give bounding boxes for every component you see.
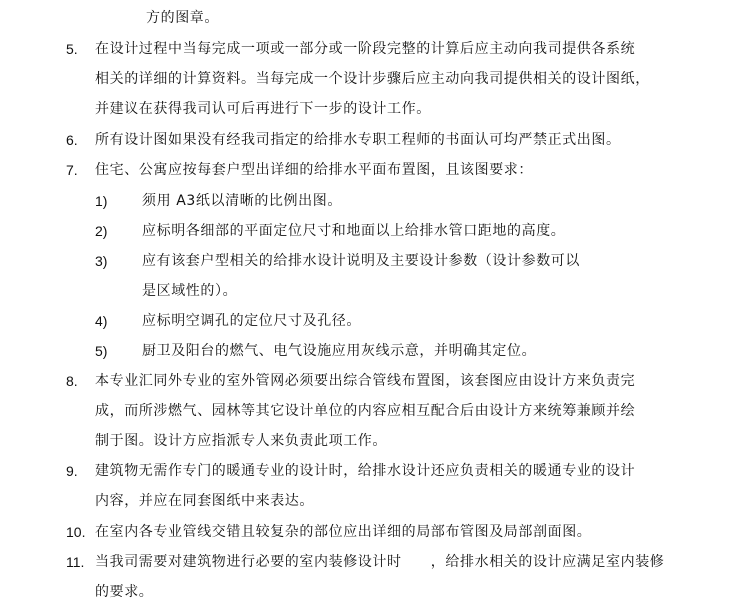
sub-item-text: 厨卫及阳台的燃气、电气设施应用灰线示意，并明确其定位。 — [142, 343, 537, 359]
sub-item-number: 5) — [95, 343, 108, 359]
item-text: 在室内各专业管线交错且较复杂的部位应出详细的局部布管图及局部剖面图。 — [95, 524, 592, 540]
item-number: 9. — [66, 463, 78, 479]
sub-item-number: 1) — [95, 193, 108, 209]
item-text: 成，而所涉燃气、园林等其它设计单位的内容应相互配合后由设计方来统筹兼顾并绘 — [95, 403, 636, 419]
sub-item-number: 2) — [95, 223, 108, 239]
item-number: 7. — [66, 162, 78, 178]
item-number: 8. — [66, 373, 78, 389]
item-number: 5. — [66, 41, 78, 57]
item-text: 并建议在获得我司认可后再进行下一步的设计工作。 — [95, 101, 431, 117]
sub-item-text: 应有该套户型相关的给排水设计说明及主要设计参数（设计参数可以 — [142, 253, 580, 269]
item-text: 制于图。设计方应指派专人来负责此项工作。 — [95, 433, 387, 449]
item-text: 本专业汇同外专业的室外管网必须要出综合管线布置图，该套图应由设计方来负责完 — [95, 373, 636, 389]
item-text: 内容，并应在同套图纸中来表达。 — [95, 493, 314, 509]
sub-item-number: 4) — [95, 313, 108, 329]
item-number: 6. — [66, 132, 78, 148]
sub-item-text: 须用 A3纸以清晰的比例出图。 — [142, 193, 342, 209]
sub-item-number: 3) — [95, 253, 108, 269]
item-text: 的要求。 — [95, 584, 154, 600]
continuation-text: 方的图章。 — [146, 10, 219, 26]
item-text: 住宅、公寓应按每套户型出详细的给排水平面布置图，且该图要求： — [95, 162, 533, 178]
item-number: 11. — [66, 554, 85, 570]
item-number: 10. — [66, 524, 86, 540]
item-text: 在设计过程中当每完成一项或一部分或一阶段完整的计算后应主动向我司提供各系统 — [95, 41, 636, 57]
item-text: 相关的详细的计算资料。当每完成一个设计步骤后应主动向我司提供相关的设计图纸， — [95, 71, 650, 87]
sub-item-text: 应标明各细部的平面定位尺寸和地面以上给排水管口距地的高度。 — [142, 223, 566, 239]
item-text: 当我司需要对建筑物进行必要的室内装修设计时 ，给排水相关的设计应满足室内装修 — [95, 554, 665, 570]
item-text: 所有设计图如果没有经我司指定的给排水专职工程师的书面认可均严禁正式出图。 — [95, 132, 621, 148]
sub-item-text: 应标明空调孔的定位尺寸及孔径。 — [142, 313, 361, 329]
sub-item-text: 是区域性的）。 — [142, 283, 238, 299]
item-text: 建筑物无需作专门的暖通专业的设计时，给排水设计还应负责相关的暖通专业的设计 — [95, 463, 636, 479]
